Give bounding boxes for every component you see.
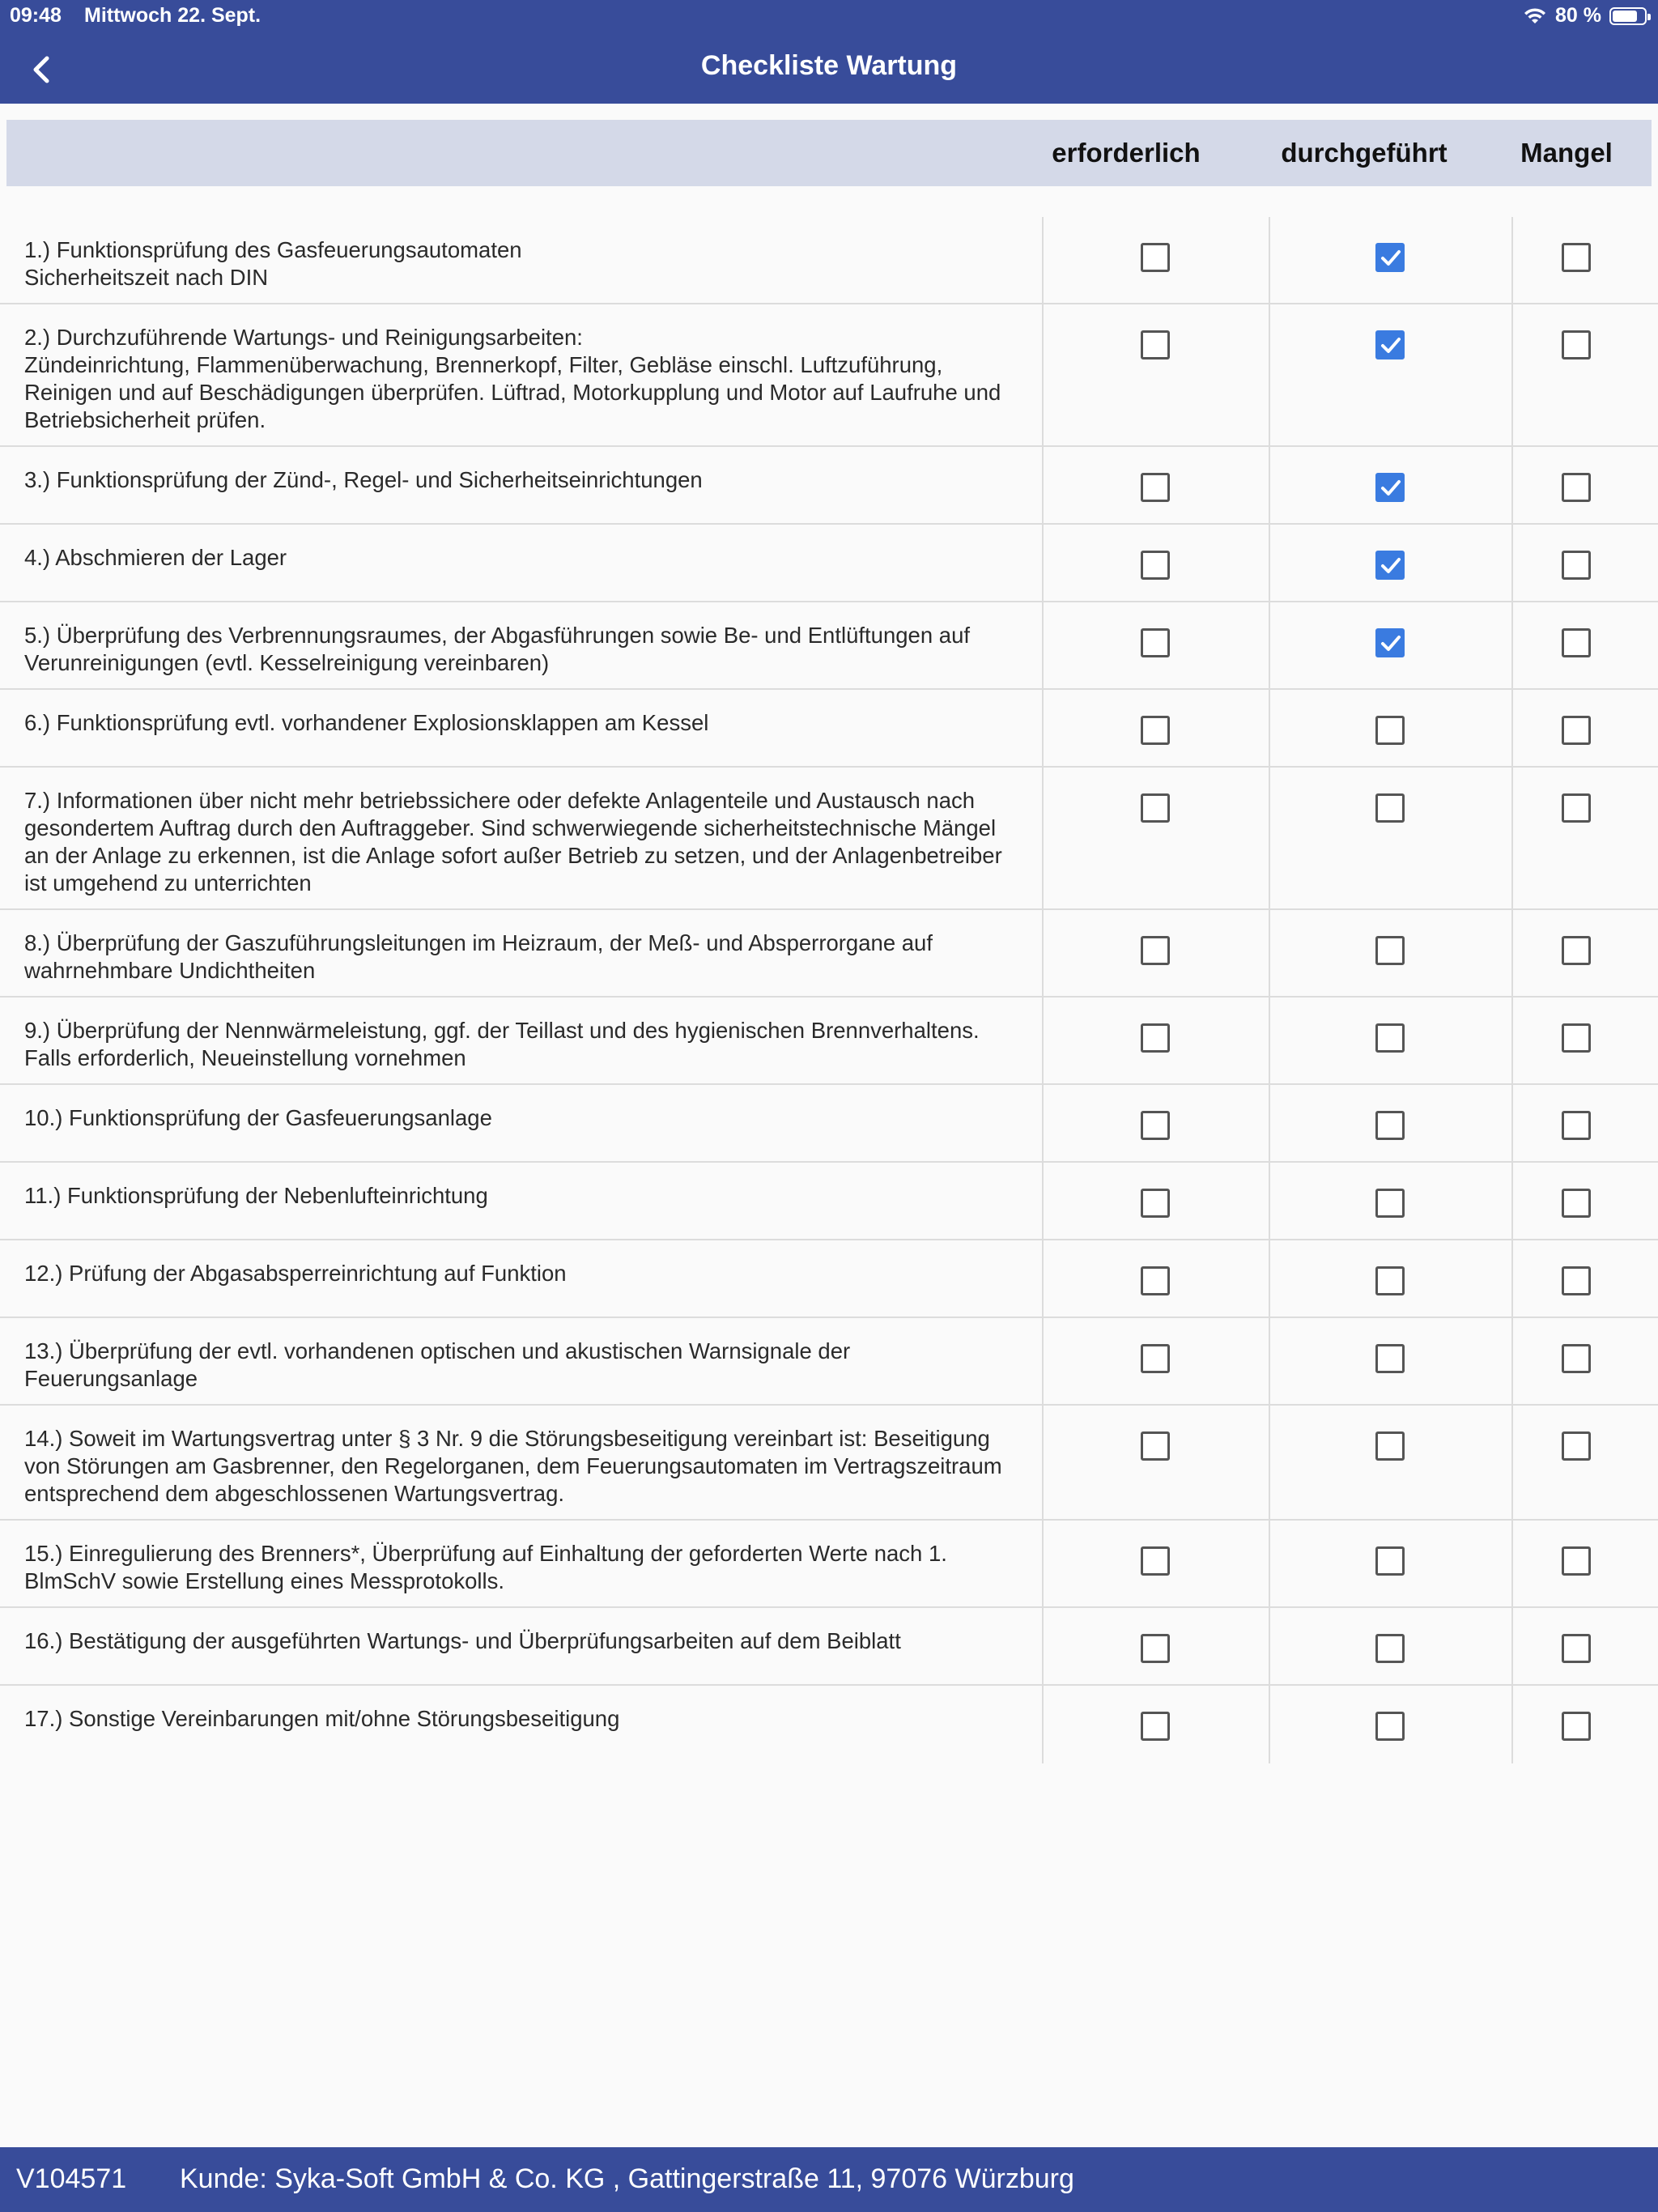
row-label: 1.) Funktionsprüfung des Gasfeuerungsautomaten Sicherheitszeit nach DIN — [24, 237, 522, 290]
checklist-table — [0, 217, 1658, 1763]
page-title: Checkliste Wartung — [700, 50, 958, 81]
table-row — [0, 768, 1658, 910]
row-label: 14.) Soweit im Wartungsvertrag unter § 3 Nr. 9 die Störungsbeseitigung vereinbart ist: Beseitigung von Störungen am Gasbrenner, den Regelorganen, dem Feuerungsautomaten im Vertragszeitraum entsprechend dem abgeschlossenen Wartungsvertrag. — [24, 1426, 1002, 1506]
checkbox-mangel[interactable] — [1562, 1634, 1591, 1663]
checkbox-mangel[interactable] — [1562, 1344, 1591, 1373]
status-date: Mittwoch 22. Sept. — [84, 4, 261, 27]
checkbox-mangel[interactable] — [1562, 1266, 1591, 1295]
column-header-mangel: Mangel — [1520, 138, 1613, 168]
wifi-icon — [1523, 7, 1547, 25]
checkbox-erforderlich[interactable] — [1141, 936, 1170, 965]
order-number: V104571 — [16, 2163, 127, 2194]
row-label: 9.) Überprüfung der Nennwärmeleistung, ggf. der Teillast und des hygienischen Brennverhaltens. Falls erforderlich, Neueinstellung vornehmen — [24, 1018, 980, 1070]
checkbox-erforderlich[interactable] — [1141, 1344, 1170, 1373]
table-row — [0, 1406, 1658, 1521]
battery-icon — [1609, 7, 1647, 25]
row-label: 5.) Überprüfung des Verbrennungsraumes, der Abgasführungen sowie Be- und Entlüftungen auf Verunreinigungen (evtl. Kesselreinigung vereinbaren) — [24, 623, 970, 675]
row-label: 17.) Sonstige Vereinbarungen mit/ohne Störungsbeseitigung — [24, 1706, 620, 1731]
table-row — [0, 1318, 1658, 1406]
row-label: 7.) Informationen über nicht mehr betriebssichere oder defekte Anlagenteile und Austausch nach gesondertem Auftrag durch den Auftraggeber. Sind schwerwiegende sicherheitstechnische Mängel an der Anlage zu erkennen, ist die Anlage sofort außer Betrieb zu setzen, und der Anlagenbetreiber ist umgehend zu unterrichten — [24, 788, 1002, 895]
checkbox-mangel[interactable] — [1562, 473, 1591, 502]
table-row — [0, 910, 1658, 998]
checkbox-durchgefuehrt[interactable] — [1375, 1634, 1405, 1663]
checkbox-erforderlich[interactable] — [1141, 1634, 1170, 1663]
checkbox-mangel[interactable] — [1562, 628, 1591, 657]
row-label: 15.) Einregulierung des Brenners*, Überprüfung auf Einhaltung der geforderten Werte nach 1. BlmSchV sowie Erstellung eines Messprotokolls. — [24, 1541, 947, 1593]
checkmark-icon — [1380, 478, 1402, 499]
table-row — [0, 1686, 1658, 1763]
checkbox-durchgefuehrt[interactable] — [1375, 936, 1405, 965]
footer-bar — [0, 2147, 1658, 2212]
checkbox-erforderlich[interactable] — [1141, 551, 1170, 580]
table-row — [0, 690, 1658, 768]
checkbox-mangel[interactable] — [1562, 793, 1591, 823]
checkbox-mangel[interactable] — [1562, 1431, 1591, 1461]
checkbox-erforderlich[interactable] — [1141, 1189, 1170, 1218]
column-header-durchgefuehrt: durchgeführt — [1281, 138, 1448, 168]
checkbox-erforderlich[interactable] — [1141, 1111, 1170, 1140]
table-row — [0, 525, 1658, 602]
row-label: 3.) Funktionsprüfung der Zünd-, Regel- und Sicherheitseinrichtungen — [24, 467, 703, 492]
checkbox-erforderlich[interactable] — [1141, 1431, 1170, 1461]
checkbox-durchgefuehrt[interactable] — [1375, 1189, 1405, 1218]
checkbox-durchgefuehrt[interactable] — [1375, 1344, 1405, 1373]
checkbox-durchgefuehrt[interactable] — [1375, 793, 1405, 823]
checkbox-mangel[interactable] — [1562, 936, 1591, 965]
checkbox-durchgefuehrt[interactable] — [1375, 1546, 1405, 1576]
checkbox-mangel[interactable] — [1562, 1712, 1591, 1741]
table-row — [0, 1608, 1658, 1686]
checkbox-durchgefuehrt[interactable] — [1375, 330, 1405, 359]
row-label: 8.) Überprüfung der Gaszuführungsleitungen im Heizraum, der Meß- und Absperrorgane auf wahrnehmbare Undichtheiten — [24, 930, 933, 983]
column-header-erforderlich: erforderlich — [1052, 138, 1201, 168]
checkbox-durchgefuehrt[interactable] — [1375, 628, 1405, 657]
row-label: 16.) Bestätigung der ausgeführten Wartungs- und Überprüfungsarbeiten auf dem Beiblatt — [24, 1628, 901, 1653]
checkbox-mangel[interactable] — [1562, 551, 1591, 580]
checkmark-icon — [1380, 248, 1402, 269]
row-label: 2.) Durchzuführende Wartungs- und Reinigungsarbeiten: Zündeinrichtung, Flammenüberwachung, Brennerkopf, Filter, Gebläse einschl. Luftzuführung, Reinigen und auf Beschädigungen überprüfen. Lüftrad, Motorkupplung und Motor auf Laufruhe und Betriebsicherheit prüfen. — [24, 325, 1001, 432]
checkbox-erforderlich[interactable] — [1141, 628, 1170, 657]
checkbox-erforderlich[interactable] — [1141, 1266, 1170, 1295]
customer-info: Kunde: Syka-Soft GmbH & Co. KG , Gattingerstraße 11, 97076 Würzburg — [180, 2163, 1074, 2194]
table-row — [0, 217, 1658, 304]
column-divider — [1511, 217, 1513, 1763]
row-label: 10.) Funktionsprüfung der Gasfeuerungsanlage — [24, 1105, 492, 1130]
table-row — [0, 1163, 1658, 1240]
checkbox-mangel[interactable] — [1562, 243, 1591, 272]
checkbox-durchgefuehrt[interactable] — [1375, 1266, 1405, 1295]
battery-percent: 80 % — [1555, 4, 1601, 27]
status-time: 09:48 — [10, 4, 62, 27]
column-divider — [1269, 217, 1270, 1763]
checkbox-durchgefuehrt[interactable] — [1375, 1023, 1405, 1053]
checkbox-durchgefuehrt[interactable] — [1375, 1431, 1405, 1461]
checkbox-mangel[interactable] — [1562, 1546, 1591, 1576]
status-bar — [0, 0, 1658, 32]
table-header — [6, 120, 1652, 186]
row-label: 4.) Abschmieren der Lager — [24, 545, 287, 570]
checkbox-durchgefuehrt[interactable] — [1375, 1111, 1405, 1140]
column-divider — [1042, 217, 1044, 1763]
checkbox-durchgefuehrt[interactable] — [1375, 551, 1405, 580]
table-row — [0, 1521, 1658, 1608]
table-row — [0, 1085, 1658, 1163]
row-label: 12.) Prüfung der Abgasabsperreinrichtung auf Funktion — [24, 1261, 567, 1286]
table-row — [0, 447, 1658, 525]
table-row — [0, 602, 1658, 690]
row-label: 6.) Funktionsprüfung evtl. vorhandener Explosionsklappen am Kessel — [24, 710, 709, 735]
checkmark-icon — [1380, 335, 1402, 356]
checkbox-mangel[interactable] — [1562, 1023, 1591, 1053]
checkbox-erforderlich[interactable] — [1141, 473, 1170, 502]
checkbox-durchgefuehrt[interactable] — [1375, 243, 1405, 272]
row-label: 13.) Überprüfung der evtl. vorhandenen optischen und akustischen Warnsignale der Feuerungsanlage — [24, 1338, 851, 1391]
table-row — [0, 304, 1658, 447]
checkbox-mangel[interactable] — [1562, 1189, 1591, 1218]
checkbox-erforderlich[interactable] — [1141, 716, 1170, 745]
checkbox-durchgefuehrt[interactable] — [1375, 1712, 1405, 1741]
checkbox-erforderlich[interactable] — [1141, 1546, 1170, 1576]
checkbox-erforderlich[interactable] — [1141, 330, 1170, 359]
table-row — [0, 998, 1658, 1085]
checkmark-icon — [1380, 555, 1402, 576]
table-row — [0, 1240, 1658, 1318]
checkbox-erforderlich[interactable] — [1141, 793, 1170, 823]
checkbox-erforderlich[interactable] — [1141, 1712, 1170, 1741]
checkbox-erforderlich[interactable] — [1141, 1023, 1170, 1053]
checkmark-icon — [1380, 633, 1402, 654]
checkbox-mangel[interactable] — [1562, 716, 1591, 745]
checkbox-durchgefuehrt[interactable] — [1375, 473, 1405, 502]
row-label: 11.) Funktionsprüfung der Nebenlufteinrichtung — [24, 1183, 488, 1208]
checkbox-mangel[interactable] — [1562, 1111, 1591, 1140]
checkbox-mangel[interactable] — [1562, 330, 1591, 359]
checkbox-durchgefuehrt[interactable] — [1375, 716, 1405, 745]
checkbox-erforderlich[interactable] — [1141, 243, 1170, 272]
status-right — [1523, 4, 1647, 28]
top-bar — [0, 0, 1658, 104]
